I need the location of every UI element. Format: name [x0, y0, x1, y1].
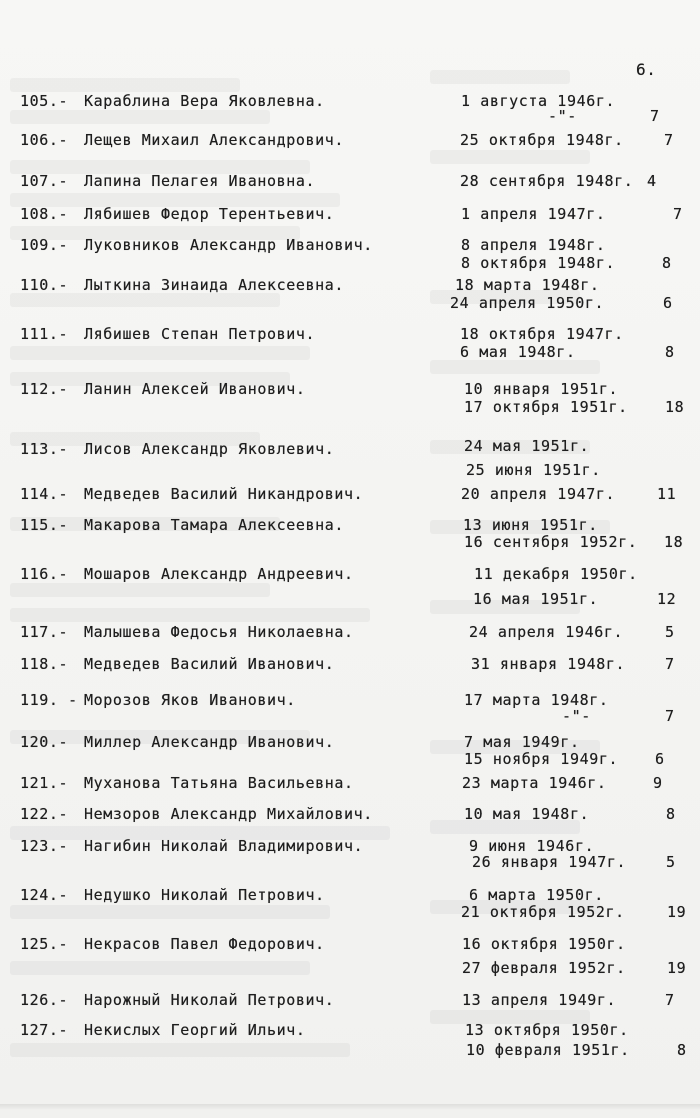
entry-number: 108.- — [20, 205, 69, 223]
entry-date: 24 мая 1951г. — [464, 437, 590, 455]
entry-date: 17 марта 1948г. — [464, 691, 609, 709]
entry-number: 116.- — [20, 565, 69, 583]
entry-number: 124.- — [20, 886, 69, 904]
entry-number: 111.- — [20, 325, 69, 343]
entry-code: 8 — [677, 1041, 687, 1059]
entry-date: -"- — [562, 707, 591, 725]
entry-name: Медведев Василий Никандрович. — [84, 485, 364, 503]
entry-date: 8 апреля 1948г. — [461, 236, 606, 254]
entry-code: 7 — [650, 107, 660, 125]
entry-number: 114.- — [20, 485, 69, 503]
entry-number: 110.- — [20, 276, 69, 294]
entry-name: Нагибин Николай Владимирович. — [84, 837, 364, 855]
entry-code: 19 — [667, 903, 687, 921]
entry-number: 125.- — [20, 935, 69, 953]
entry-date: 18 октября 1947г. — [460, 325, 624, 343]
entry-name: Муханова Татьяна Васильевна. — [84, 774, 354, 792]
entry-code: 7 — [665, 991, 675, 1009]
entry-date: 27 февраля 1952г. — [462, 959, 626, 977]
entry-date: 13 октября 1950г. — [465, 1021, 629, 1039]
entry-date: 31 января 1948г. — [471, 655, 626, 673]
entry-date: 24 апреля 1946г. — [469, 623, 624, 641]
entry-date: 24 апреля 1950г. — [450, 294, 605, 312]
entry-name: Мошаров Александр Андреевич. — [84, 565, 354, 583]
entry-date: 25 октября 1948г. — [460, 131, 624, 149]
entry-name: Лещев Михаил Александрович. — [84, 131, 345, 149]
entry-name: Малышева Федосья Николаевна. — [84, 623, 354, 641]
entry-code: 11 — [657, 485, 677, 503]
entry-name: Недушко Николай Петрович. — [84, 886, 325, 904]
entry-code: 18 — [664, 533, 684, 551]
entry-date: 16 сентября 1952г. — [464, 533, 638, 551]
entry-number: 113.- — [20, 440, 69, 458]
entry-date: 21 октября 1952г. — [461, 903, 625, 921]
entry-code: 7 — [665, 655, 675, 673]
entry-name: Некрасов Павел Федорович. — [84, 935, 325, 953]
entry-name: Караблина Вера Яковлевна. — [84, 92, 325, 110]
entry-date: 16 октября 1950г. — [462, 935, 626, 953]
entry-name: Лапина Пелагея Ивановна. — [84, 172, 316, 190]
entry-date: 23 марта 1946г. — [462, 774, 607, 792]
entry-code: 4 — [647, 172, 657, 190]
entry-date: 16 мая 1951г. — [473, 590, 599, 608]
entry-name: Медведев Василий Иванович. — [84, 655, 335, 673]
entry-name: Некислых Георгий Ильич. — [84, 1021, 306, 1039]
entry-code: 5 — [665, 623, 675, 641]
entry-number: 127.- — [20, 1021, 69, 1039]
entry-number: 121.- — [20, 774, 69, 792]
entry-code: 8 — [665, 343, 675, 361]
entry-date: 26 января 1947г. — [472, 853, 627, 871]
entry-number: 109.- — [20, 236, 69, 254]
entry-code: 6 — [663, 294, 673, 312]
entry-name: Морозов Яков Иванович. — [84, 691, 296, 709]
entry-date: 1 августа 1946г. — [461, 92, 616, 110]
entry-code: 8 — [662, 254, 672, 272]
entry-date: 13 июня 1951г. — [463, 516, 598, 534]
entry-number: 105.- — [20, 92, 69, 110]
entry-name: Лисов Александр Яковлевич. — [84, 440, 335, 458]
entry-date: 13 апреля 1949г. — [462, 991, 617, 1009]
entry-date: 10 января 1951г. — [464, 380, 619, 398]
entry-code: 9 — [653, 774, 663, 792]
entry-code: 6 — [655, 750, 665, 768]
entry-name: Нарожный Николай Петрович. — [84, 991, 335, 1009]
entry-code: 12 — [657, 590, 677, 608]
entry-code: 7 — [664, 131, 674, 149]
entry-name: Луковников Александр Иванович. — [84, 236, 373, 254]
entry-date: 15 ноября 1949г. — [464, 750, 619, 768]
entry-code: 7 — [673, 205, 683, 223]
entry-number: 123.- — [20, 837, 69, 855]
entry-number: 117.- — [20, 623, 69, 641]
entry-date: 20 апреля 1947г. — [461, 485, 616, 503]
entry-date: 6 мая 1948г. — [460, 343, 576, 361]
entry-number: 119. - — [20, 691, 78, 709]
entry-date: 18 марта 1948г. — [455, 276, 600, 294]
entry-name: Лыткина Зинаида Алексеевна. — [84, 276, 345, 294]
entry-date: 11 декабря 1950г. — [474, 565, 638, 583]
entry-name: Миллер Александр Иванович. — [84, 733, 335, 751]
entry-number: 122.- — [20, 805, 69, 823]
entry-name: Лябишев Федор Терентьевич. — [84, 205, 335, 223]
entry-date: 7 мая 1949г. — [464, 733, 580, 751]
entry-date: 17 октября 1951г. — [464, 398, 628, 416]
entry-name: Макарова Тамара Алексеевна. — [84, 516, 345, 534]
page-number: 6. — [636, 60, 657, 79]
entry-code: 8 — [666, 805, 676, 823]
entry-date: 9 июня 1946г. — [469, 837, 595, 855]
entry-date: 10 февраля 1951г. — [466, 1041, 630, 1059]
entry-date: 28 сентября 1948г. — [460, 172, 634, 190]
entry-code: 7 — [665, 707, 675, 725]
page-fold — [0, 1104, 700, 1110]
entry-number: 120.- — [20, 733, 69, 751]
entry-name: Немзоров Александр Михайлович. — [84, 805, 373, 823]
entry-number: 126.- — [20, 991, 69, 1009]
entry-date: 10 мая 1948г. — [464, 805, 590, 823]
entry-date: 25 июня 1951г. — [466, 461, 601, 479]
entry-name: Ланин Алексей Иванович. — [84, 380, 306, 398]
entry-date: 6 марта 1950г. — [469, 886, 604, 904]
entry-number: 115.- — [20, 516, 69, 534]
entry-code: 5 — [666, 853, 676, 871]
entry-number: 118.- — [20, 655, 69, 673]
entry-number: 107.- — [20, 172, 69, 190]
entry-number: 106.- — [20, 131, 69, 149]
entry-number: 112.- — [20, 380, 69, 398]
entry-name: Лябишев Степан Петрович. — [84, 325, 316, 343]
entry-code: 18 — [665, 398, 685, 416]
entry-code: 19 — [667, 959, 687, 977]
entry-date: 8 октября 1948г. — [461, 254, 616, 272]
entry-date: 1 апреля 1947г. — [461, 205, 606, 223]
entry-date: -"- — [548, 107, 577, 125]
